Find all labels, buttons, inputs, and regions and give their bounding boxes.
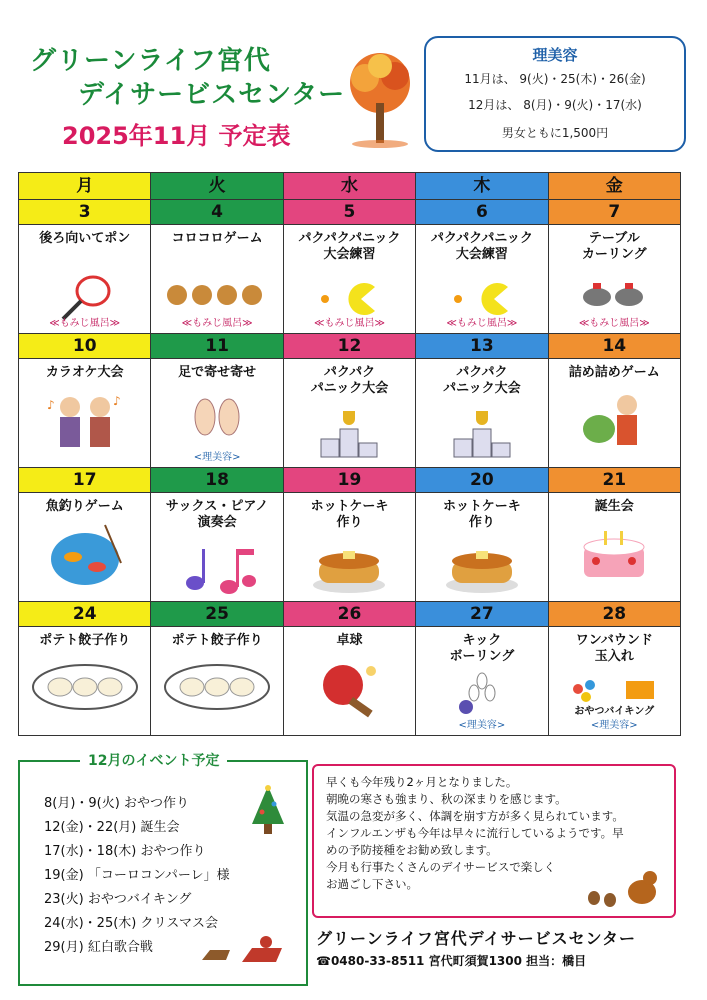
day-cell [19,225,151,334]
weekday-wed: 水 [283,173,415,200]
day-cell [283,493,415,602]
event-label: コロコロゲーム [171,231,263,246]
day-number: 28 [548,602,680,627]
event-label: パクパクパニック 大会練習 [298,231,401,262]
center-name: グリーンライフ宮代デイサービスセンター [316,929,636,948]
schedule-subtitle: 2025年11月 予定表 [62,122,291,150]
calendar-table [18,172,681,736]
december-event-item: 19(金) 「コーロコンパーレ」様 [44,868,230,883]
santa-sleigh-icon [196,932,296,972]
contact-info: ☎0480-33-8511 宮代町須賀1300 担当：橋目 [316,954,587,968]
snacks-balls-icon [564,675,664,705]
december-events-box [18,753,308,986]
title-line-1: グリーンライフ宮代 [30,46,271,76]
bowling-pins-icon [452,671,512,715]
weekday-thu: 木 [416,173,548,200]
message-line: インフルエンザも今年は早々に流行しているようです。早 [326,826,624,840]
december-event-item: 23(火) おやつバイキング [44,892,192,907]
christmas-tree-icon [248,784,288,840]
message-line: めの予防接種をお勧め致します。 [326,843,498,857]
day-cell [548,359,680,468]
day-number: 10 [19,334,151,359]
message-box [312,764,676,918]
event-label: テーブル カーリング [581,231,647,262]
event-label: パクパク パニック大会 [443,365,521,396]
weekday-fri: 金 [548,173,680,200]
event-label: ホットケーキ 作り [442,499,521,530]
event-tag: ≪もみじ風呂≫ [49,318,121,329]
day-number: 19 [283,468,415,493]
podium-trophy-icon [317,409,381,459]
title-line-2: デイサービスセンター [78,80,346,110]
autumn-tree-icon [340,48,420,148]
day-number: 21 [548,468,680,493]
day-number: 5 [283,200,415,225]
day-cell [151,359,283,468]
beauty-line-1: 11月は、 9(火)・25(木)・26(金) [464,72,646,86]
day-number: 6 [416,200,548,225]
beauty-info-box [424,36,686,152]
event-label: サックス・ピアノ 演奏会 [165,499,269,530]
event-label: 卓球 [336,633,363,648]
pacman-icon [452,277,512,317]
day-number: 24 [19,602,151,627]
message-text [326,774,624,893]
day-number: 20 [416,468,548,493]
beauty-line-2: 12月は、 8(月)・9(火)・17(水) [468,98,642,112]
rolling-balls-icon [162,273,272,313]
december-event-item: 29(月) 紅白歌合戦 [44,940,153,955]
day-cell [416,627,548,736]
day-cell [151,493,283,602]
fishing-pond-icon [45,523,125,587]
day-cell [416,359,548,468]
feet-icon [187,389,247,439]
day-cell [151,627,283,736]
december-event-item: 24(水)・25(木) クリスマス会 [44,916,218,931]
day-number: 25 [151,602,283,627]
message-line: 朝晩の寒さも強まり、秋の深まりを感じます。 [326,792,567,806]
event-label: パクパクパニック 大会練習 [430,231,533,262]
day-cell [283,225,415,334]
pancake-icon [442,541,522,595]
birthday-cake-icon [574,521,654,587]
december-events-title: 12月のイベント予定 [80,750,227,770]
december-event-item: 17(水)・18(木) おやつ作り [44,844,206,859]
event-label: キック ボーリング [449,633,515,664]
event-label: ポテト餃子作り [39,633,131,648]
day-number: 11 [151,334,283,359]
karaoke-singers-icon [45,389,125,451]
day-number: 27 [416,602,548,627]
music-notes-icon [177,541,257,595]
day-number: 14 [548,334,680,359]
beauty-tag: <理美容> [458,720,506,731]
message-line: 早くも今年残り2ヶ月となりました。 [326,775,518,789]
beauty-tag: <理美容> [590,720,638,731]
beauty-price: 男女ともに1,500円 [501,126,609,140]
event-label: ワンバウンド 玉入れ [575,633,653,664]
day-cell [283,627,415,736]
svg-text:♪: ♪ [112,394,121,408]
beauty-title: 理美容 [532,46,578,64]
event-tag: ≪もみじ風呂≫ [446,318,518,329]
day-number: 17 [19,468,151,493]
event-label: ポテト餃子作り [171,633,263,648]
event-tag: ≪もみじ風呂≫ [314,318,385,329]
message-line: お過ごし下さい。 [326,877,418,891]
day-cell [19,493,151,602]
day-cell [416,225,548,334]
day-number: 12 [283,334,415,359]
day-number: 7 [548,200,680,225]
packing-woman-icon [579,389,649,453]
event-label: ホットケーキ 作り [310,499,389,530]
event-label: 詰め詰めゲーム [568,365,660,380]
message-line: 気温の急変が多く、体調を崩す方が多く見られています。 [326,809,624,823]
event-label: パクパク パニック大会 [310,365,389,396]
event-tag: ≪もみじ風呂≫ [181,318,253,329]
december-event-item: 12(金)・22(月) 誕生会 [44,820,180,835]
svg-text:♪: ♪ [46,398,55,412]
december-event-item: 8(月)・9(火) おやつ作り [44,796,189,811]
pacman-icon [319,277,379,317]
day-number: 26 [283,602,415,627]
event-extra: おやつバイキング [574,706,655,717]
event-label: カラオケ大会 [45,365,124,380]
day-cell [548,627,680,736]
ping-pong-paddle-icon [309,659,389,719]
beauty-tag: <理美容> [193,452,241,463]
dumplings-icon [162,657,272,713]
event-label: 誕生会 [594,499,634,514]
event-label: 後ろ向いてポン [39,231,131,246]
day-cell [283,359,415,468]
weekday-tue: 火 [151,173,283,200]
day-number: 13 [416,334,548,359]
day-number: 18 [151,468,283,493]
curling-stones-icon [579,279,649,309]
day-cell [548,493,680,602]
pancake-icon [309,541,389,595]
message-line: 今月も行事たくさんのデイサービスで楽しく [326,860,556,874]
day-cell [548,225,680,334]
podium-trophy-icon [450,409,514,459]
day-cell [19,359,151,468]
dumplings-icon [30,657,140,713]
event-label: 足で寄せ寄せ [178,365,257,380]
weekday-mon: 月 [19,173,151,200]
event-label: 魚釣りゲーム [45,499,124,514]
day-number: 3 [19,200,151,225]
event-tag: ≪もみじ風呂≫ [578,318,650,329]
day-cell [19,627,151,736]
day-number: 4 [151,200,283,225]
day-cell [151,225,283,334]
day-cell [416,493,548,602]
squirrel-acorns-icon [582,862,668,912]
